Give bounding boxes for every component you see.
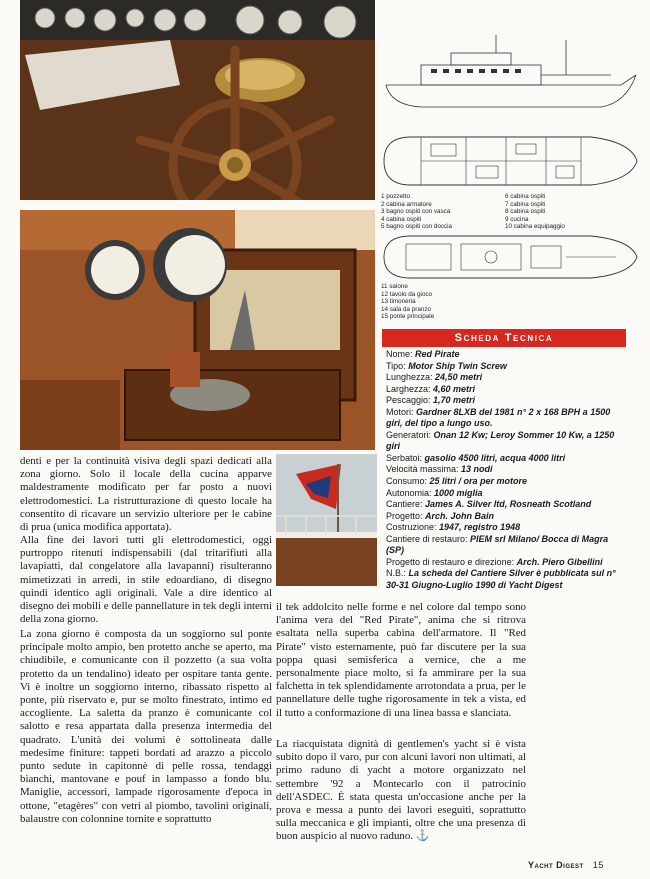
plan-label: 9 cucina: [505, 215, 529, 223]
spec-value: 1000 miglia: [434, 487, 483, 498]
spec-key: Tipo:: [386, 360, 409, 371]
spec-value: 25 litri / ora per motore: [429, 476, 528, 487]
spec-row: [386, 384, 624, 396]
photo-ships-wheel: [20, 0, 375, 200]
spec-row: [386, 476, 624, 488]
spec-key: Motori:: [386, 406, 417, 417]
plan-label: 2 cabina armatore: [381, 200, 432, 208]
plan-label: 1 pozzetto: [381, 193, 411, 200]
spec-value: 24,50 metri: [435, 372, 483, 383]
technical-sheet-body: [386, 349, 624, 591]
page-number: 15: [592, 860, 604, 870]
spec-value: PIEM srl Milano/ Bocca di Magra (SP): [386, 533, 609, 556]
spec-row: [386, 395, 624, 407]
plan-legend-lower-right: [505, 193, 565, 231]
spec-key: Larghezza:: [386, 383, 434, 394]
photo-instrument-cabinet: [20, 210, 375, 450]
spec-row: [386, 430, 624, 453]
body-column-right-top: [276, 601, 526, 720]
plan-label: 4 cabina ospiti: [381, 215, 422, 223]
spec-key: Cantiere di restauro:: [386, 533, 471, 544]
spec-row: [386, 488, 624, 500]
spec-row: [386, 522, 624, 534]
spec-key: Lunghezza:: [386, 372, 436, 383]
spec-key: Progetto di restauro e direzione:: [386, 556, 517, 567]
plan-label: 11 salone: [381, 283, 408, 290]
technical-sheet-title: Scheda Tecnica: [382, 329, 626, 347]
plan-legend-main-deck: [381, 283, 434, 321]
spec-row: [386, 511, 624, 523]
paragraph: Alla fine dei lavori tutti gli elettrodomestici, oggi purtroppo ritenuti indispensabili (dal tritarifiuti alla lavapiatti, dal congelatore alla lavapanni) risulteranno mimetizzati in arredi, in stile edoardiano, di disegno quindi identico agli originali. Vale a dire identico al disegno dei mobili e delle pannellature in tek degli interni della zona giorno.: [20, 534, 272, 626]
plan-legend-lower-left: [381, 193, 452, 231]
spec-value: Onan 12 Kw; Leroy Sommer 10 Kw, a 1250 giri: [386, 429, 615, 452]
plan-label: 14 sala da pranzo: [381, 305, 432, 313]
spec-key: Nome:: [386, 349, 416, 359]
plan-label: 13 timoneria: [381, 298, 416, 306]
spec-value: La scheda del Cantiere Silver è pubblicata sul n° 30-31 Giugno-Luglio 1990 di Yacht Digest: [386, 568, 616, 590]
spec-value: Motor Ship Twin Screw: [408, 360, 507, 371]
plan-label: 6 cabina ospiti: [505, 193, 546, 200]
spec-row: [386, 349, 624, 361]
spec-row: [386, 372, 624, 384]
spec-value: gasolio 4500 litri, acqua 4000 litri: [424, 452, 566, 463]
spec-key: Cantiere:: [386, 499, 426, 510]
paragraph: La riacquistata dignità di gentlemen's yacht si è vista subito dopo il varo, pur con alcuni lavori non ultimati, al primo raduno di yacht a motore organizzato nel settembre '92 a Montecarlo con il patrocinio dell'ASDEC. È stata questa un'occasione anche per la prova e messa a punto dei lavori eseguiti, soprattutto sulla meccanica e gli impianti, oltre che una presenza di buon auspicio al nuovo raduno. ⚓: [276, 738, 526, 843]
paragraph: il tek addolcito nelle forme e nel colore dal tempo sono l'anima vera del "Red Pirate", anima che si ritrova esaltata nella superba cabina dell'armatore. Il "Red Pirate" visto esternamente, può far discutere per la sua poppa quasi semisferica a vernice, che a me personalmente piace molto, si fa ammirare per la sua falchetta in tek splendidamente arrotondata a prua, per le pannellature delle tughe rigorosamente in tek a vista, ed il tutto a conformazione di una linea bassa e slanciata.: [276, 601, 526, 719]
spec-value: Gardner 8LXB del 1981 n° 2 x 168 BPH a 1500 giri, del tipo a lungo uso.: [386, 406, 611, 429]
technical-sheet: [382, 329, 626, 595]
plan-label: 10 cabina equipaggio: [505, 223, 565, 231]
spec-key: Serbatoi:: [386, 452, 425, 463]
spec-row: [386, 407, 624, 430]
plan-label: 5 bagno ospiti con doccia: [381, 223, 453, 231]
spec-key: Progetto:: [386, 510, 426, 521]
spec-key: Generatori:: [386, 429, 434, 440]
plan-label: 7 cabina ospiti: [505, 200, 546, 208]
spec-value: 4,60 metri: [433, 383, 476, 394]
spec-key: Costruzione:: [386, 522, 440, 533]
photo-red-pirate-flag: [276, 454, 377, 586]
spec-value: Red Pirate: [415, 349, 460, 359]
spec-key: Velocità massima:: [386, 464, 462, 475]
spec-row: [386, 534, 624, 557]
spec-key: Consumo:: [386, 476, 430, 487]
side-profile-drawing: [381, 35, 643, 113]
spec-row: [386, 499, 624, 511]
plan-label: 8 cabina ospiti: [505, 208, 546, 216]
spec-key: N.B.:: [386, 568, 409, 579]
spec-row: [386, 557, 624, 569]
main-deck-plan: [381, 232, 639, 282]
spec-row: [386, 568, 624, 591]
spec-row: [386, 464, 624, 476]
spec-value: 1947, registro 1948: [439, 522, 521, 533]
spec-value: Arch. John Bain: [425, 510, 495, 521]
spec-value: Arch. Piero Gibellini: [516, 556, 603, 567]
magazine-name: Yacht Digest: [528, 860, 584, 870]
spec-value: James A. Silver ltd, Rosneath Scotland: [425, 499, 592, 510]
lower-deck-plan: [381, 132, 639, 190]
paragraph: denti e per la continuità visiva degli spazi dedicati alla zona giorno. Solo il locale della cucina apparve maldestramente modificato per far posto a nuovi elettrodomestici. La ristrutturazione di questo locale ha consentito di ricavare un servizio ulteriore per le cabine di prua (unica modifica apportata).: [20, 455, 272, 534]
plan-label: 15 ponte principale: [381, 313, 435, 321]
plan-label: 12 tavolo da gioco: [381, 290, 433, 298]
spec-value: 13 nodi: [461, 464, 493, 475]
page-footer: [528, 860, 604, 870]
spec-key: Pescaggio:: [386, 395, 434, 406]
spec-value: 1,70 metri: [433, 395, 476, 406]
body-column-left-bottom: [20, 628, 272, 826]
spec-row: [386, 361, 624, 373]
body-column-left-mid: [20, 534, 272, 626]
spec-key: Autonomia:: [386, 487, 435, 498]
body-column-right-bottom: [276, 738, 526, 844]
body-column-left-top: [20, 455, 272, 534]
paragraph: La zona giorno è composta da un soggiorno sul ponte principale molto ampio, ben protetto anche se aperto, ma chiudibile, e comunicante con il pozzetto (a sua volta protetto da un tendalino) ideato per ospitare tanta gente. Vi è inoltre un soggiorno interno, ribassato rispetto al ponte, più riservato e, pur se molto finestrato, intimo ed accogliente. La saletta da pranzo è comunicante col salotto e resa appartata dalla presenza intermedia del quadrato. L'unità dei volumi è sottolineata dalle medesime finiture: tappeti bordati ad arazzo a piccolo punto sedute in capitonnè di pelle rossa, tendaggi bianchi, mantovane e pouf in lampasso a fondo blu. Maniglie, accessori, lampade rigorosamente d'epoca in ottone, "etagères" con vetri al piombo, tavolini originali, balaustre con colonnine tornite e soprattutto: [20, 628, 272, 825]
spec-row: [386, 453, 624, 465]
plan-label: 3 bagno ospiti con vasca: [381, 208, 451, 216]
